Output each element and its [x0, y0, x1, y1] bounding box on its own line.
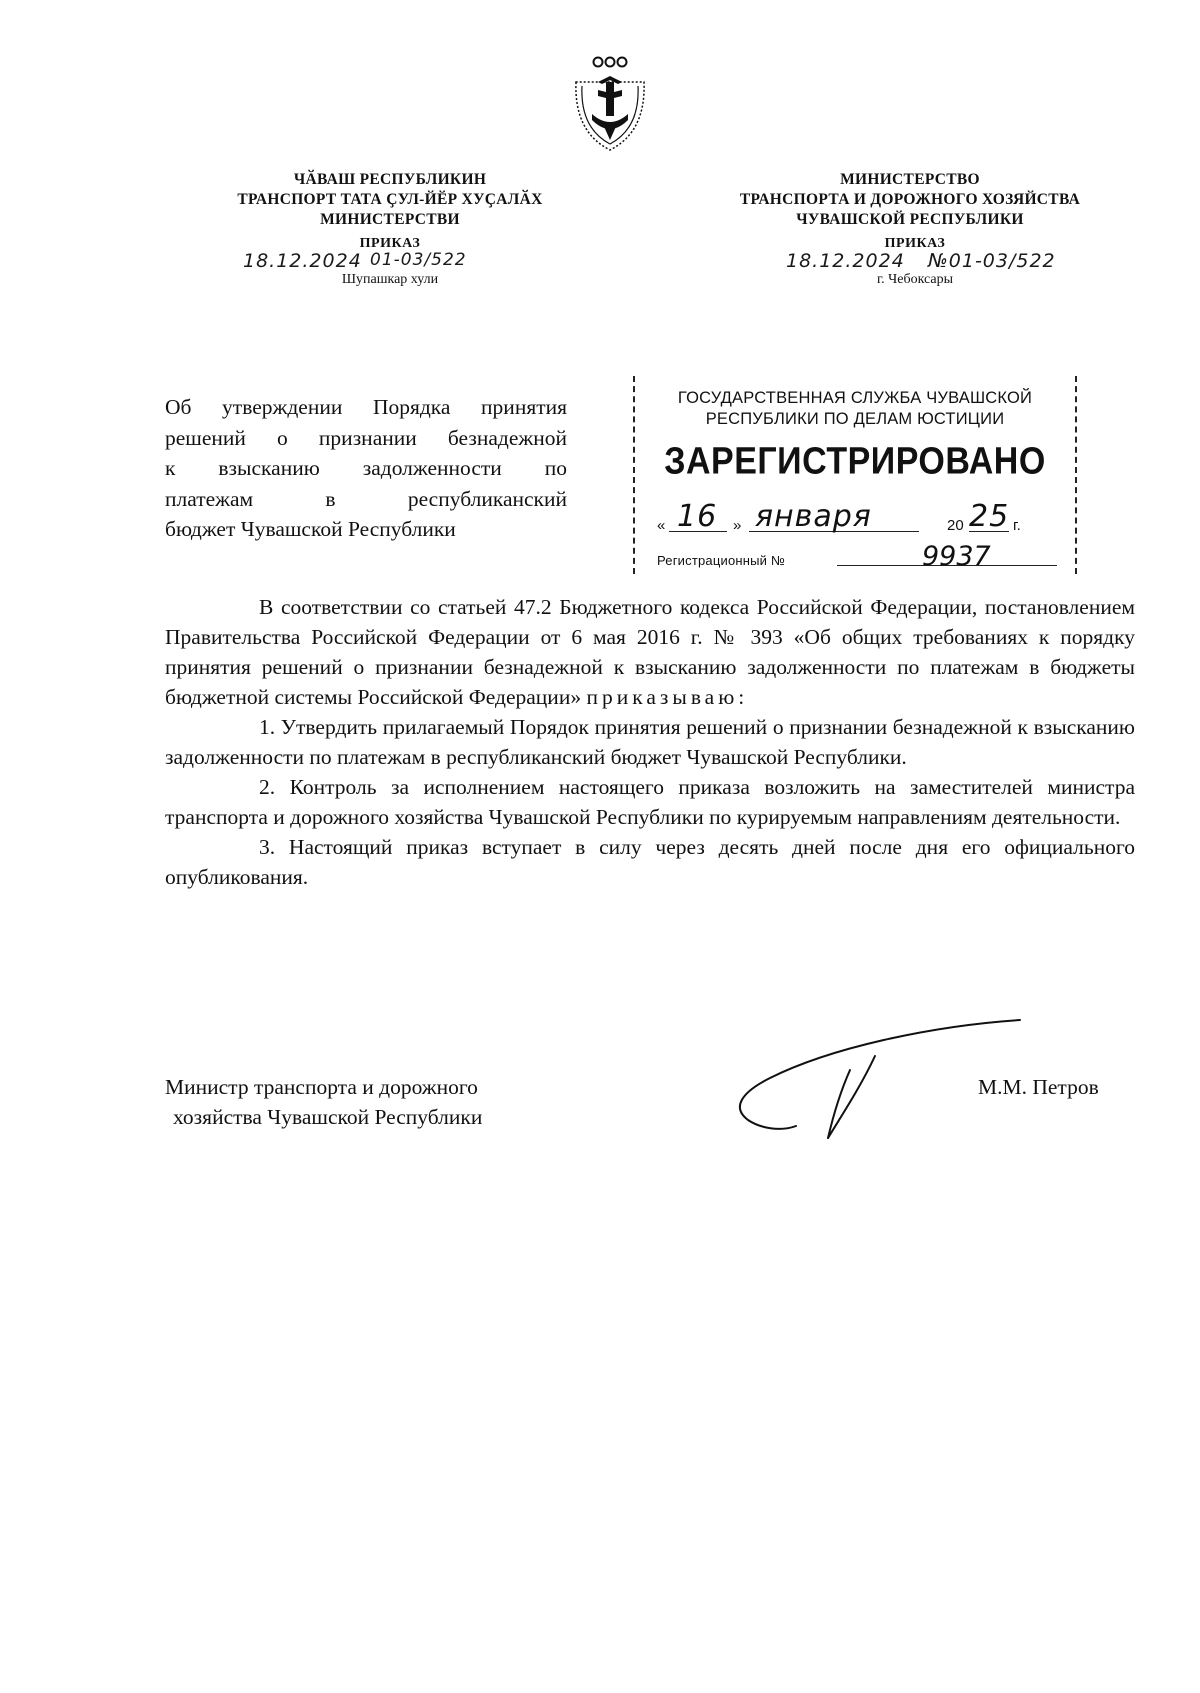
stamp-quote-open: «	[657, 517, 666, 534]
order-date-right: 18.12.2024	[786, 250, 905, 272]
title-line4: платежам в республиканский	[165, 486, 567, 511]
header-left-line1: ЧӐВАШ РЕСПУБЛИКИН	[293, 171, 487, 188]
signatory-name: М.М. Петров	[978, 1075, 1099, 1099]
order-label-left: ПРИКАЗ	[359, 236, 421, 251]
registration-stamp	[633, 376, 1077, 574]
stamp-status: ЗАРЕГИСТРИРОВАНО	[664, 439, 1046, 483]
header-right-line1: МИНИСТЕРСТВО	[840, 171, 980, 188]
place-left: Шупашкар хули	[341, 272, 439, 287]
body-intro: В соответствии со статьей 47.2 Бюджетного кодекса Российской Федерации, постановлением Правительства Российской Федерации от 6 мая 2016 г. № 393 «Об общих требованиях к порядку принятия решений о признании безнадежной к взысканию задолженности по платежам в бюджеты бюджетной системы Российской Федерации»	[165, 595, 1135, 709]
body-intro-paragraph	[165, 592, 1135, 712]
place-right: г. Чебоксары	[876, 272, 954, 287]
order-label-right: ПРИКАЗ	[884, 236, 946, 251]
title-line5: бюджет Чувашской Республики	[165, 517, 456, 541]
header-left	[190, 170, 590, 230]
title-line1: Об утверждении Порядка принятия	[165, 395, 567, 419]
chuvash-emblem-icon	[568, 52, 652, 156]
body-item-2: 2. Контроль за исполнением настоящего приказа возложить на заместителей министра транспорта и дорожного хозяйства Чувашской Республики по курируемым направлениям деятельности.	[165, 775, 1135, 829]
stamp-year-suffix: 25	[969, 499, 1010, 534]
body-item-1: 1. Утвердить прилагаемый Порядок принятия решений о признании безнадежной к взысканию задолженности по платежам в республиканский бюджет Чувашской Республики.	[165, 715, 1135, 769]
stamp-quote-close: »	[733, 517, 742, 534]
header-right	[700, 170, 1120, 230]
title-line3: к взысканию задолженности по	[165, 456, 567, 480]
stamp-reg-number: 9937	[922, 541, 991, 572]
stamp-reg-label: Регистрационный №	[657, 553, 786, 568]
signatory-position-line1: Министр транспорта и дорожного	[165, 1075, 478, 1099]
signatory-position-line2: хозяйства Чувашской Республики	[173, 1105, 483, 1129]
title-line2: решений о признании безнадежной	[165, 425, 567, 450]
order-number-left: 01-03/522	[370, 250, 467, 270]
stamp-registration-number	[657, 538, 1057, 570]
header-left-line2: ТРАНСПОРТ ТАТА ҪУЛ-ЙӖР ХУҪАЛӐХ	[237, 191, 543, 208]
stamp-org-line2: РЕСПУБЛИКИ ПО ДЕЛАМ ЮСТИЦИИ	[705, 410, 1005, 428]
stamp-year-abbr: г.	[1013, 517, 1021, 534]
header-left-line3: МИНИСТЕРСТВИ	[320, 211, 460, 228]
stamp-day: 16	[677, 499, 718, 534]
stamp-date	[657, 498, 1057, 538]
body-item-3: 3. Настоящий приказ вступает в силу через десять дней после дня его официального опубликования.	[165, 835, 1135, 889]
stamp-month: января	[755, 499, 872, 534]
stamp-year-prefix: 20	[947, 517, 964, 534]
stamp-organization	[635, 388, 1075, 430]
order-date-left: 18.12.2024	[243, 250, 362, 272]
stamp-org-line1: ГОСУДАРСТВЕННАЯ СЛУЖБА ЧУВАШСКОЙ	[677, 389, 1033, 407]
header-right-line2: ТРАНСПОРТА И ДОРОЖНОГО ХОЗЯЙСТВА	[739, 191, 1081, 208]
document-title	[165, 392, 567, 545]
header-right-line3: ЧУВАШСКОЙ РЕСПУБЛИКИ	[796, 211, 1024, 228]
signatory-position	[165, 1072, 482, 1132]
document-body	[165, 592, 1135, 892]
body-command: приказываю:	[586, 685, 749, 709]
order-number-right: №01-03/522	[928, 250, 1056, 272]
